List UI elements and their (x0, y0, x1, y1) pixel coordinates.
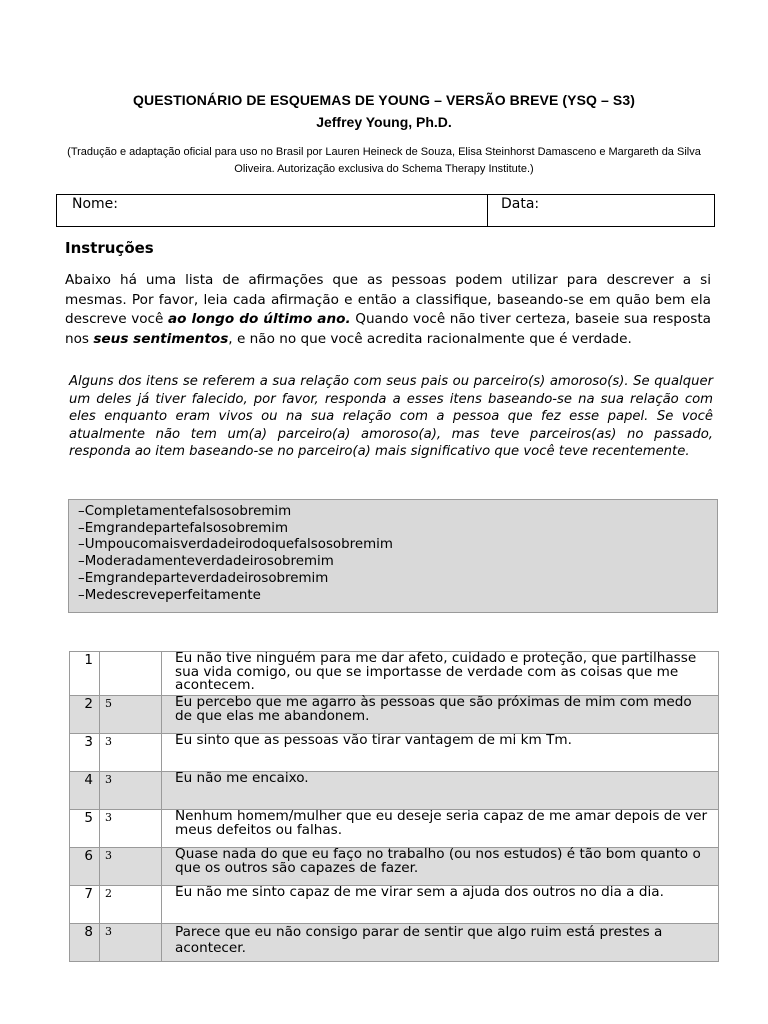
instructions-paragraph (65, 271, 711, 349)
answer-cell[interactable]: 5 (100, 696, 162, 734)
item-text: Eu sinto que as pessoas vão tirar vantagem de mi km Tm. (162, 734, 719, 772)
translation-note: (Tradução e adaptação oficial para uso no Brasil por Lauren Heineck de Souza, Elisa Steinhorst Damasceno e Margareth da Silva Oliveira. Autorização exclusiva do Schema Therapy Institute.) (67, 146, 701, 175)
item-number: 1 (70, 652, 100, 696)
answer-cell[interactable]: 3 (100, 772, 162, 810)
scale-option: –Moderadamenteverdadeirosobremim (78, 554, 334, 570)
table-row (70, 734, 719, 772)
table-row (70, 886, 719, 924)
item-number: 8 (70, 924, 100, 962)
answer-cell[interactable]: 3 (100, 734, 162, 772)
date-field[interactable] (488, 195, 714, 226)
instructions-italic-note: Alguns dos itens se referem a sua relação com seus pais ou parceiro(s) amoroso(s). Se qualquer um deles já tiver falecido, por favor, responda a esses itens baseando-se na sua relação com eles enquanto eram vivos ou na sua relação com a pessoa que fez esse papel. Se você atualmente não tem um(a) parceiro(a) amoroso(a), mas teve parceiros(as) no passado, responda ao item baseando-se no parceiro(a) mais significativo que você teve recentemente. (69, 374, 713, 460)
name-label: Nome: (72, 196, 119, 212)
emphasis-last-year: ao longo do último ano. (167, 311, 351, 327)
scale-option: –Medescreveperfeitamente (78, 587, 261, 603)
item-text: Eu não tive ninguém para me dar afeto, cuidado e proteção, que partilhasse sua vida comigo, ou que se importasse de verdade com as coisas que me acontecem. (162, 652, 719, 696)
item-text: Eu não me encaixo. (162, 772, 719, 810)
item-text: Eu não me sinto capaz de me virar sem a ajuda dos outros no dia a dia. (162, 886, 719, 924)
instructions-heading: Instruções (65, 239, 154, 257)
instructions-text-1: Abaixo há uma lista de afirmações que as pessoas podem utilizar para descrever a si mesmas. Por favor, leia cada afirmação e então a classifique, baseando-se em quão bem ela descreve você (65, 272, 711, 327)
item-number: 4 (70, 772, 100, 810)
scale-option: –Completamentefalsosobremim (78, 504, 292, 519)
table-row (70, 848, 719, 886)
table-row (70, 696, 719, 734)
name-field[interactable] (57, 195, 488, 226)
answer-cell[interactable]: 3 (100, 924, 162, 962)
item-text: Eu percebo que me agarro às pessoas que são próximas de mim com medo de que elas me abandonem. (162, 696, 719, 734)
item-number: 6 (70, 848, 100, 886)
item-number: 3 (70, 734, 100, 772)
instructions-text-2: Quando você não tiver certeza, baseie sua resposta nos (65, 311, 711, 347)
table-row (70, 810, 719, 848)
date-label: Data: (501, 196, 540, 212)
instructions-text-3: , e não no que você acredita racionalmente que é verdade. (228, 330, 632, 347)
item-number: 7 (70, 886, 100, 924)
answer-cell[interactable]: 2 (100, 886, 162, 924)
answer-cell[interactable]: 3 (100, 810, 162, 848)
items-table (69, 651, 719, 962)
item-text: Parece que eu não consigo parar de sentir que algo ruim está prestes a acontecer. (162, 924, 719, 962)
table-row (70, 652, 719, 696)
item-number: 2 (70, 696, 100, 734)
emphasis-feelings: seus sentimentos (93, 330, 229, 347)
table-row (70, 772, 719, 810)
name-date-box (56, 194, 715, 227)
item-number: 5 (70, 810, 100, 848)
scale-option: –Emgrandeparteverdadeirosobremim (78, 570, 329, 586)
item-text: Nenhum homem/mulher que eu deseje seria capaz de me amar depois de ver meus defeitos ou falhas. (162, 810, 719, 848)
answer-cell[interactable] (100, 652, 162, 696)
answer-cell[interactable]: 3 (100, 848, 162, 886)
author-line: Jeffrey Young, Ph.D. (316, 114, 452, 130)
table-row (70, 924, 719, 962)
scale-option: –Umpoucomaisverdadeirodoquefalsosobremim (78, 537, 393, 553)
document-title: QUESTIONÁRIO DE ESQUEMAS DE YOUNG – VERSÃO BREVE (YSQ – S3) (133, 92, 635, 108)
rating-scale-box (68, 499, 718, 613)
item-text: Quase nada do que eu faço no trabalho (ou nos estudos) é tão bom quanto o que os outros são capazes de fazer. (162, 848, 719, 886)
scale-option: –Emgrandepartefalsosobremim (78, 520, 289, 536)
